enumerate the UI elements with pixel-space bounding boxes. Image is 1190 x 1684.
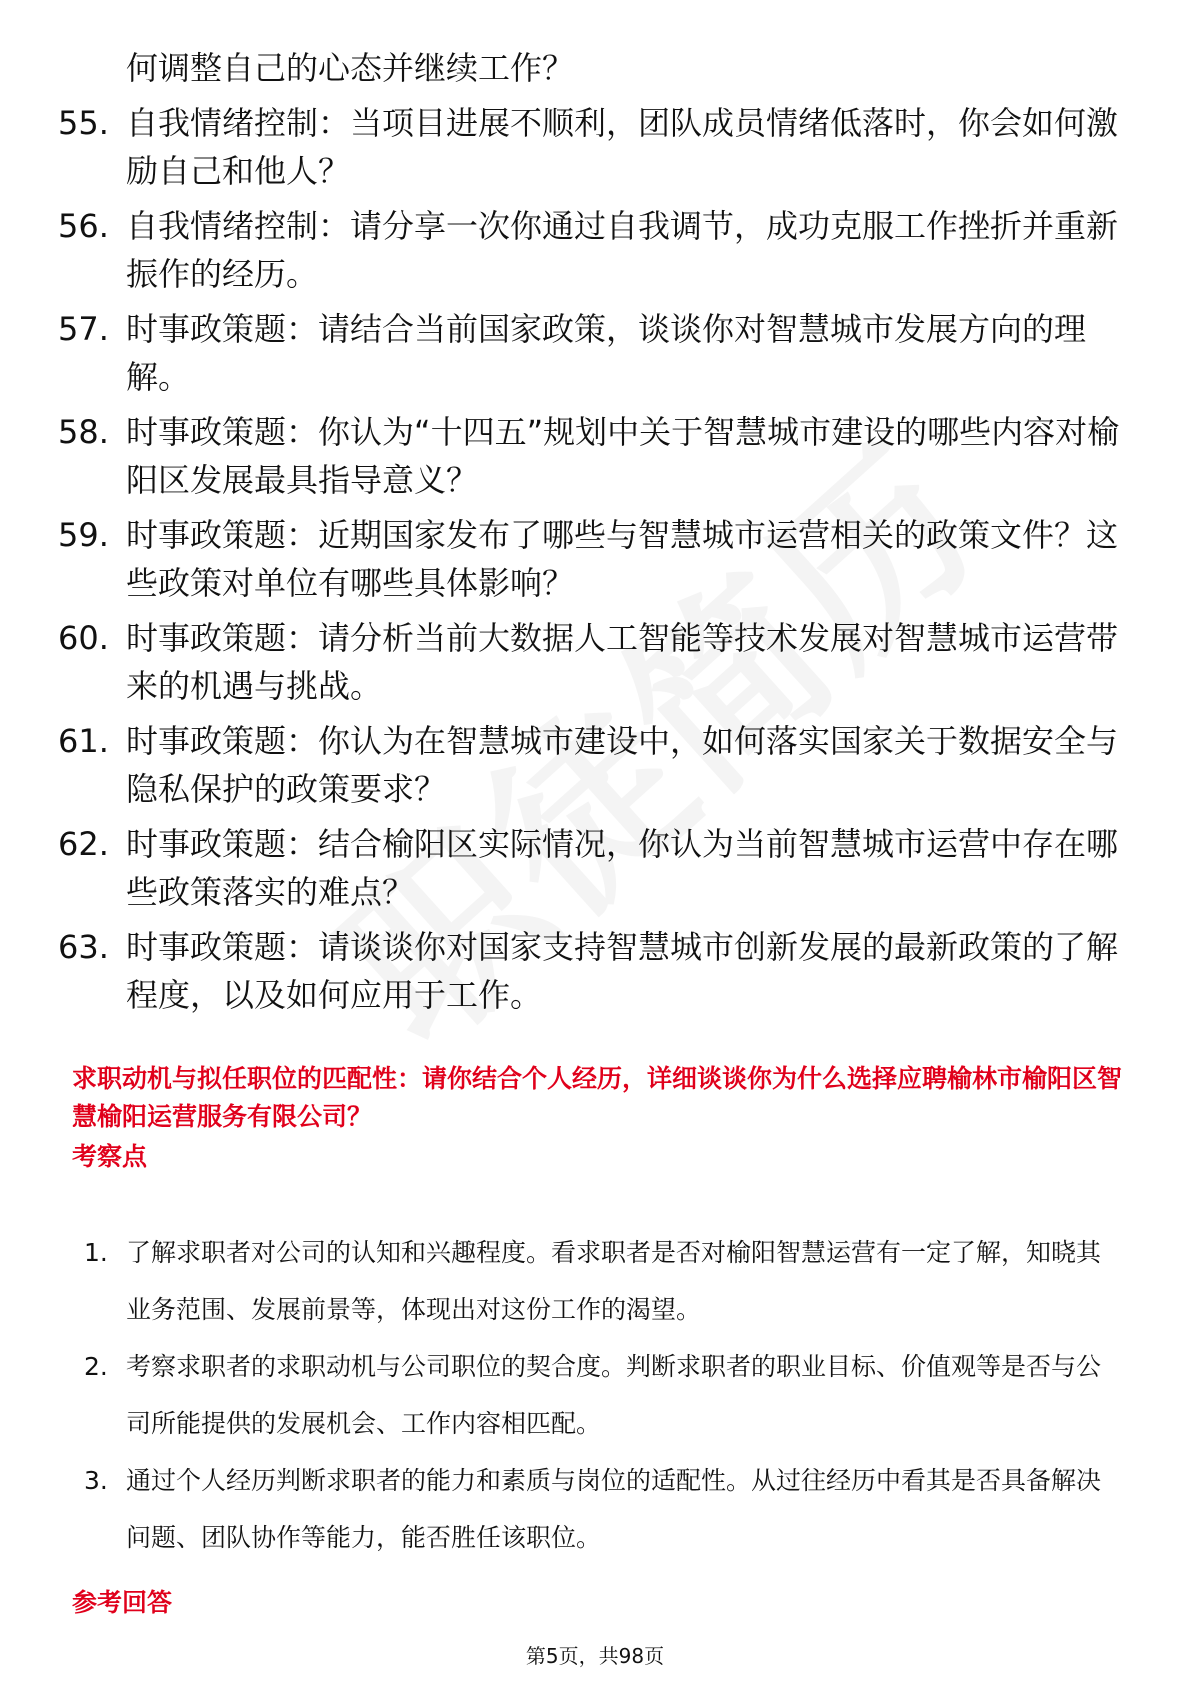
point-number: 2.	[84, 1352, 108, 1381]
question-number: 62.	[58, 825, 109, 863]
question-item	[58, 202, 1138, 298]
point-number: 3.	[84, 1466, 108, 1495]
question-item	[58, 305, 1138, 401]
question-continuation: 何调整自己的心态并继续工作？	[126, 49, 575, 87]
question-number: 55.	[58, 104, 109, 142]
page-footer: 第5页，共98页	[525, 1644, 665, 1668]
answer-title: 参考回答	[72, 1588, 173, 1617]
point-text: 通过个人经历判断求职者的能力和素质与岗位的适配性。从过往经历中看其是否具备解决问题、团队协作等能力，能否胜任该职位。	[126, 1466, 1102, 1552]
assessment-point	[84, 1224, 1124, 1338]
question-number: 59.	[58, 516, 109, 554]
section-heading: 求职动机与拟任职位的匹配性：请你结合个人经历，详细谈谈你为什么选择应聘榆林市榆阳区智慧榆阳运营服务有限公司？	[72, 1064, 1123, 1131]
question-text: 时事政策题：请结合当前国家政策，谈谈你对智慧城市发展方向的理解。	[126, 310, 1087, 396]
question-item	[58, 408, 1138, 504]
question-item	[58, 923, 1138, 1019]
question-text: 时事政策题：你认为在智慧城市建设中，如何落实国家关于数据安全与隐私保护的政策要求？	[126, 722, 1119, 808]
question-number: 58.	[58, 413, 109, 451]
question-text: 时事政策题：近期国家发布了哪些与智慧城市运营相关的政策文件？这些政策对单位有哪些具体影响？	[126, 516, 1119, 602]
question-text: 时事政策题：你认为“十四五”规划中关于智慧城市建设的哪些内容对榆阳区发展最具指导意义？	[126, 413, 1120, 499]
question-text: 自我情绪控制：当项目进展不顺利，团队成员情绪低落时，你会如何激励自己和他人？	[126, 104, 1119, 190]
question-item	[58, 614, 1138, 710]
question-text: 时事政策题：请分析当前大数据人工智能等技术发展对智慧城市运营带来的机遇与挑战。	[126, 619, 1119, 705]
question-number: 56.	[58, 207, 109, 245]
question-item	[58, 99, 1138, 195]
question-item	[58, 511, 1138, 607]
assessment-point	[84, 1338, 1124, 1452]
point-text: 考察求职者的求职动机与公司职位的契合度。判断求职者的职业目标、价值观等是否与公司所能提供的发展机会、工作内容相匹配。	[126, 1352, 1102, 1438]
question-item	[58, 820, 1138, 916]
point-text: 了解求职者对公司的认知和兴趣程度。看求职者是否对榆阳智慧运营有一定了解，知晓其业务范围、发展前景等，体现出对这份工作的渴望。	[126, 1238, 1102, 1324]
assessment-point	[84, 1452, 1124, 1566]
question-number: 61.	[58, 722, 109, 760]
point-number: 1.	[84, 1238, 108, 1267]
question-text: 时事政策题：结合榆阳区实际情况，你认为当前智慧城市运营中存在哪些政策落实的难点？	[126, 825, 1119, 911]
assessment-points-list	[84, 1224, 1124, 1566]
question-list	[58, 44, 1138, 1019]
points-title: 考察点	[72, 1142, 148, 1171]
question-text: 时事政策题：请谈谈你对国家支持智慧城市创新发展的最新政策的了解程度，以及如何应用于工作。	[126, 928, 1119, 1014]
question-item	[58, 717, 1138, 813]
question-text: 自我情绪控制：请分享一次你通过自我调节，成功克服工作挫折并重新振作的经历。	[126, 207, 1119, 293]
question-number: 57.	[58, 310, 109, 348]
question-number: 60.	[58, 619, 109, 657]
question-number: 63.	[58, 928, 109, 966]
